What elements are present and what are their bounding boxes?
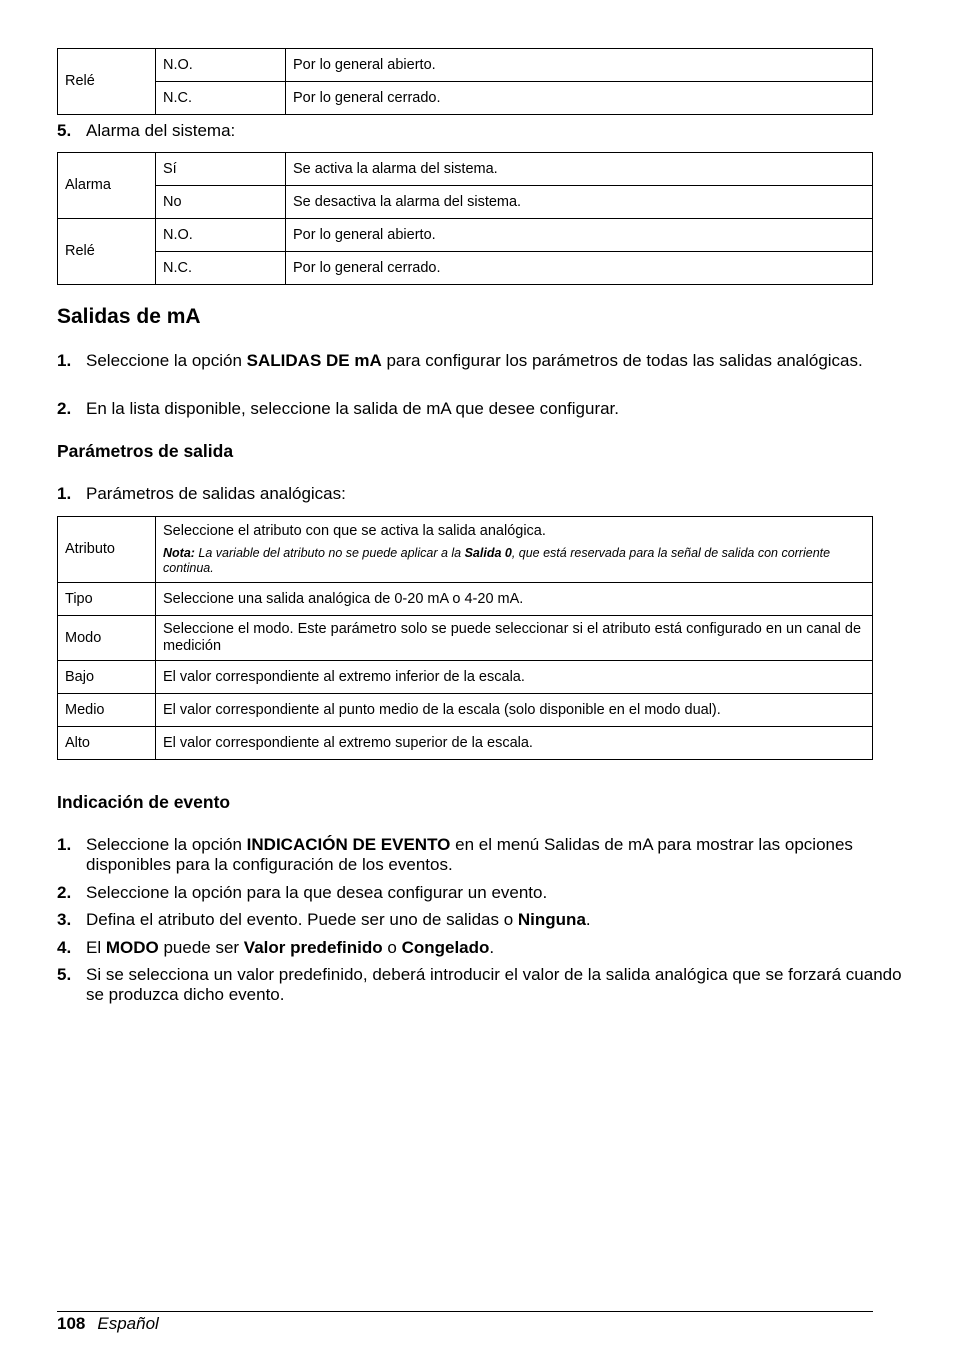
footer-language: Español (97, 1314, 159, 1333)
step-event-4 (57, 938, 902, 958)
attr-cell: Alto (58, 727, 156, 760)
params-table (57, 516, 873, 760)
table-row (58, 727, 873, 760)
section-title-salidas: Salidas de mA (57, 305, 201, 328)
step-text: . (585, 910, 591, 929)
step-text: Parámetros de salidas analógicas: (86, 484, 346, 503)
table-row (58, 517, 873, 583)
step-text: puede ser (158, 938, 244, 957)
step-text: En la lista disponible, seleccione la salida de mA que desee configurar. (86, 399, 620, 418)
description-cell: Por lo general abierto. (286, 49, 873, 82)
attr-cell: Atributo (58, 517, 156, 583)
table-row (58, 616, 873, 661)
rele-label: Relé (58, 49, 156, 115)
step-event-1 (57, 835, 902, 875)
step-number: 2. (57, 399, 72, 418)
table-row (58, 49, 873, 82)
note-text: , que está reservada para la señal de salida con corriente continua. (163, 546, 831, 575)
alarm-table (57, 152, 873, 285)
step-text: en el menú Salidas de mA para mostrar las opciones disponibles para la configuración de los eventos. (86, 835, 853, 874)
table-row (58, 694, 873, 727)
rele-table (57, 48, 873, 115)
option-cell: Sí (156, 153, 286, 186)
step-number: 1. (57, 351, 72, 370)
step-text: Alarma del sistema: (86, 121, 236, 140)
step-ma-2 (57, 399, 902, 419)
description-cell: El valor correspondiente al extremo inferior de la escala. (156, 661, 873, 694)
option-cell: No (156, 186, 286, 219)
step-text: . (489, 938, 495, 957)
step-params-1 (57, 484, 902, 504)
description-cell: Se activa la alarma del sistema. (286, 153, 873, 186)
option-cell: N.O. (156, 219, 286, 252)
step-keyword: Ninguna (517, 910, 586, 929)
step-text: Si se selecciona un valor predefinido, deberá introducir el valor de la salida analógica que se forzará cuando se produzca dicho evento. (86, 965, 902, 1004)
step-number: 3. (57, 910, 72, 929)
alarm-label: Alarma (58, 153, 156, 219)
step-number: 4. (57, 938, 72, 957)
step-text: Seleccione la opción (86, 835, 247, 854)
step-event-3 (57, 910, 902, 930)
table-row (58, 82, 873, 115)
step-text: El (86, 938, 106, 957)
table-row (58, 153, 873, 186)
description-cell: Por lo general cerrado. (286, 252, 873, 285)
note-keyword: Salida 0 (464, 546, 512, 560)
rele-label: Relé (58, 219, 156, 285)
table-row (58, 661, 873, 694)
description-cell (156, 517, 873, 583)
step-number: 5. (57, 121, 72, 140)
option-cell: N.O. (156, 49, 286, 82)
table-row (58, 583, 873, 616)
page-number: 108 (57, 1314, 86, 1333)
attr-cell: Tipo (58, 583, 156, 616)
step-event-5 (57, 965, 902, 1005)
step-number: 2. (57, 883, 72, 902)
description-cell: Seleccione el modo. Este parámetro solo se puede seleccionar si el atributo está configurado en un canal de medición (156, 616, 873, 661)
step-text: Seleccione la opción para la que desea configurar un evento. (86, 883, 548, 902)
step-text: o (382, 938, 402, 957)
step-number: 1. (57, 835, 72, 854)
option-cell: N.C. (156, 82, 286, 115)
attr-cell: Bajo (58, 661, 156, 694)
option-cell: N.C. (156, 252, 286, 285)
step-keyword: MODO (105, 938, 159, 957)
table-row (58, 186, 873, 219)
note-text: La variable del atributo no se puede aplicar a la (194, 546, 465, 560)
step-keyword: SALIDAS DE mA (246, 351, 382, 370)
description-cell: Seleccione una salida analógica de 0-20 mA o 4-20 mA. (156, 583, 873, 616)
description-text: Seleccione el atributo con que se activa la salida analógica. (163, 523, 546, 539)
note-label: Nota: (163, 546, 195, 560)
description-cell: El valor correspondiente al extremo superior de la escala. (156, 727, 873, 760)
step-keyword: Congelado (401, 938, 490, 957)
step-alarm (57, 121, 902, 141)
page-footer (57, 1311, 873, 1333)
description-cell: Por lo general abierto. (286, 219, 873, 252)
description-cell: Por lo general cerrado. (286, 82, 873, 115)
table-row (58, 219, 873, 252)
table-row (58, 252, 873, 285)
step-number: 5. (57, 965, 72, 984)
section-title-event: Indicación de evento (57, 792, 231, 812)
attr-cell: Modo (58, 616, 156, 661)
section-title-params: Parámetros de salida (57, 441, 234, 461)
step-keyword: INDICACIÓN DE EVENTO (246, 835, 451, 854)
description-cell: El valor correspondiente al punto medio de la escala (solo disponible en el modo dual). (156, 694, 873, 727)
note (163, 546, 865, 576)
description-cell: Se desactiva la alarma del sistema. (286, 186, 873, 219)
step-text: Seleccione la opción (86, 351, 247, 370)
step-keyword: Valor predefinido (243, 938, 383, 957)
step-text: para configurar los parámetros de todas las salidas analógicas. (381, 351, 863, 370)
attr-cell: Medio (58, 694, 156, 727)
step-event-2 (57, 883, 902, 903)
step-ma-1 (57, 351, 902, 371)
step-number: 1. (57, 484, 72, 503)
step-text: Defina el atributo del evento. Puede ser uno de salidas o (86, 910, 518, 929)
